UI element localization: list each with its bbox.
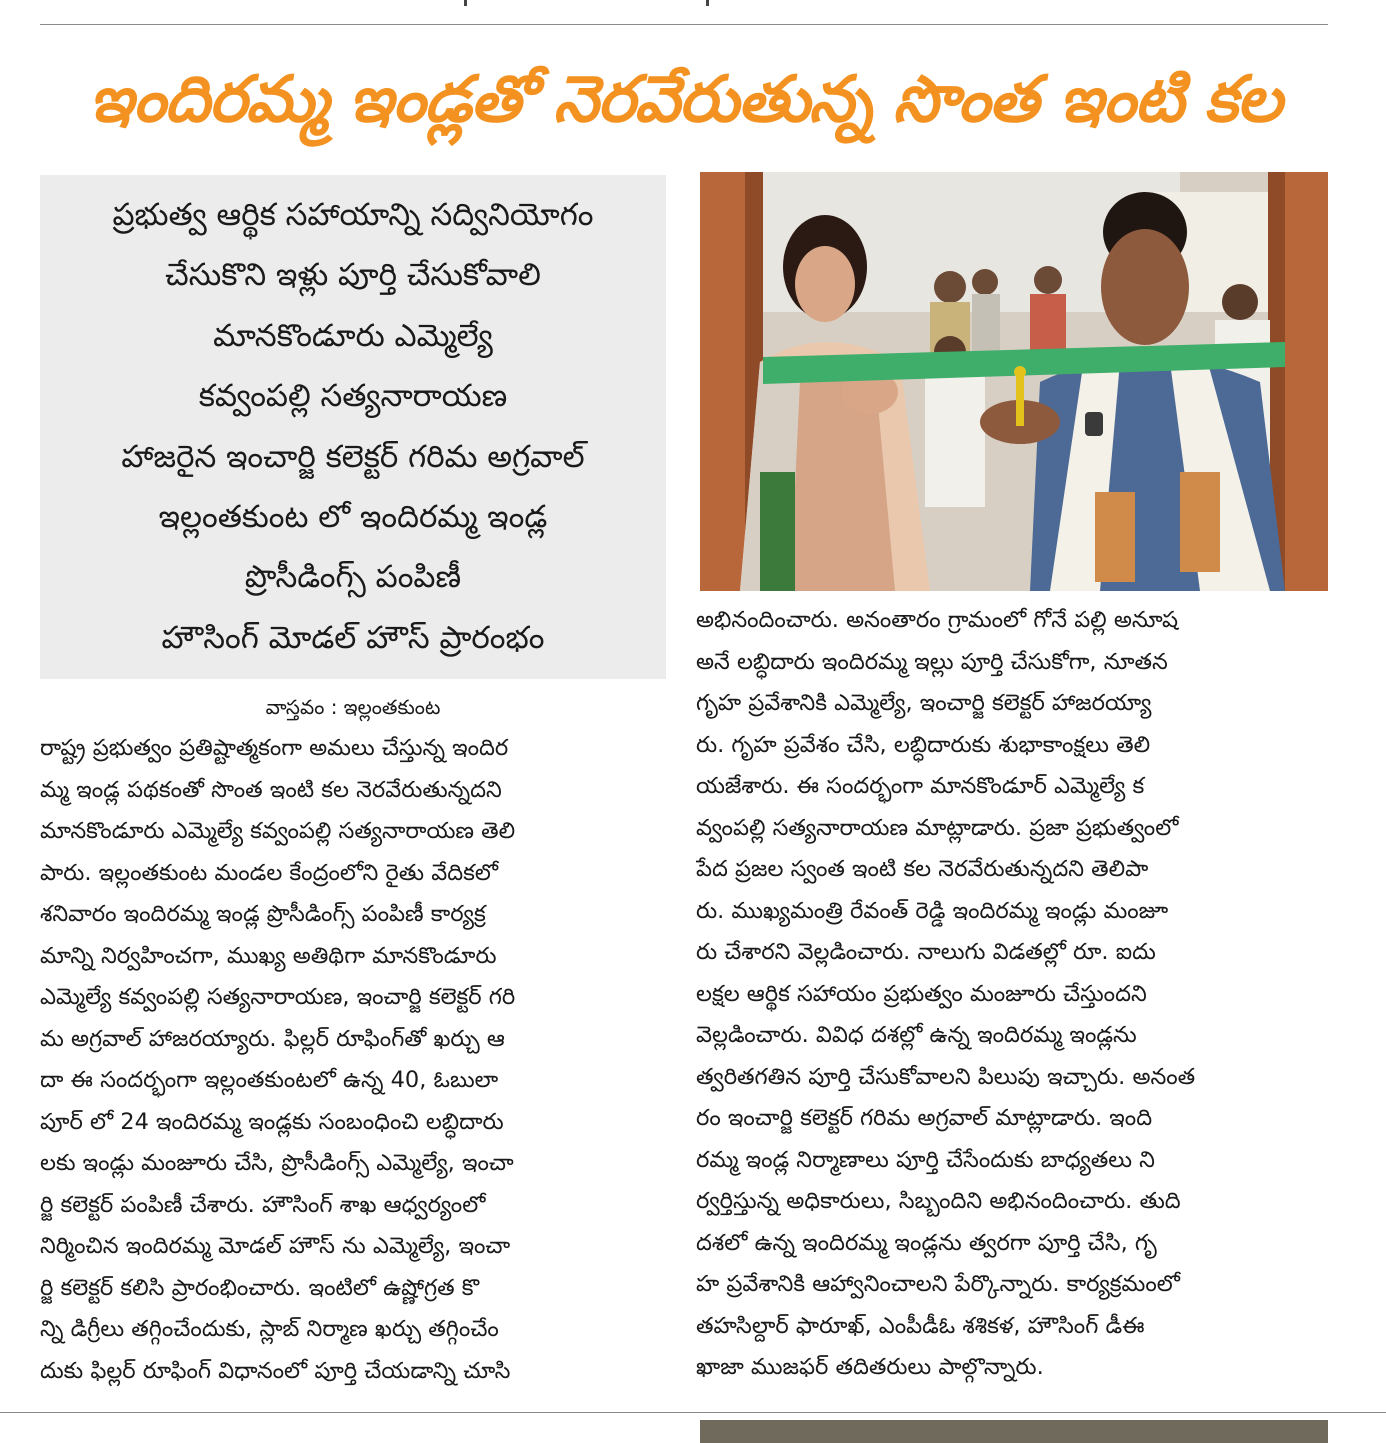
body-line: మాన్ని నిర్వహించగా, ముఖ్య అతిథిగా మానకొండూరు: [40, 942, 497, 969]
body-line: పూర్ లో 24 ఇందిరమ్మ ఇండ్లకు సంబంధించి లబ్ధిదారు: [40, 1108, 504, 1135]
top-divider: [40, 24, 1328, 25]
body-line: యజేశారు. ఈ సందర్భంగా మానకొండూర్ ఎమ్మెల్యే క: [696, 773, 1145, 799]
body-line: పారు. ఇల్లంతకుంట మండల కేంద్రంలోని రైతు వేదికలో: [40, 859, 498, 886]
body-line: లక్షల ఆర్థిక సహాయం ప్రభుత్వం మంజూరు చేస్తుందని: [696, 980, 1147, 1007]
body-line: రం ఇంచార్జి కలెక్టర్ గరిమ అగ్రవాల్ మాట్లాడారు. ఇంది: [696, 1105, 1153, 1131]
subheadline-line: హాజరైన ఇంచార్జి కలెక్టర్ గరిమ అగ్రవాల్: [121, 438, 585, 475]
body-line: ఖాజా ముజఫర్ తదితరులు పాల్గొన్నారు.: [696, 1354, 1044, 1380]
body-line: ర్జి కలెక్టర్ కలిసి ప్రారంభించారు. ఇంటిలో ఉష్ణోగ్రత కొ: [40, 1274, 480, 1301]
next-article-text-remnant: [40, 1432, 600, 1443]
body-line: రు. గృహ ప్రవేశం చేసి, లబ్ధిదారుకు శుభాకాంక్షలు తెలి: [696, 731, 1151, 758]
door-frame-left: [700, 172, 745, 591]
subheadline-box: [40, 175, 666, 679]
body-line: రాష్ట్ర ప్రభుత్వం ప్రతిష్టాత్మకంగా అమలు చేస్తున్న ఇందిర: [40, 735, 509, 761]
body-line: మ అగ్రవాల్ హాజరయ్యారు. ఫిల్లర్ రూఫింగ్‌తో ఖర్చు ఆ: [40, 1025, 505, 1052]
body-line: మానకొండూరు ఎమ్మెల్యే కవ్వంపల్లి సత్యనారాయణ తెలి: [40, 818, 516, 844]
body-line: తహసిల్దార్ ఫారూఖ్, ఎంపీడీఓ శశికళ, హౌసింగ్ డీఈ: [696, 1312, 1145, 1339]
body-column-right: [696, 600, 1328, 1389]
subheadline-line: ప్రభుత్వ ఆర్థిక సహాయాన్ని సద్వినియోగం: [112, 197, 594, 233]
body-line: హ ప్రవేశానికి ఆహ్వానించాలని పేర్కొన్నారు. కార్యక్రమంలో: [696, 1271, 1180, 1297]
body-line: దా ఈ సందర్భంగా ఇల్లంతకుంటలో ఉన్న 40, ఓబులా: [40, 1067, 499, 1093]
body-line: దుకు ఫిల్లర్ రూఫింగ్ విధానంలో పూర్తి చేయడాన్ని చూసి: [40, 1357, 511, 1384]
previous-article-remnant: [0, 0, 1386, 6]
body-line: ఎమ్మెల్యే కవ్వంపల్లి సత్యనారాయణ, ఇంచార్జి కలెక్టర్ గరి: [40, 984, 516, 1010]
body-line: త్వరితగతిన పూర్తి చేసుకోవాలని పిలుపు ఇచ్చారు. అనంత: [696, 1063, 1196, 1090]
article-headline: ఇందిరమ్మ ఇండ్లతో నెరవేరుతున్న సొంత ఇంటి కల: [89, 63, 1281, 137]
bottom-divider: [0, 1412, 1386, 1413]
body-line: పేద ప్రజల స్వంత ఇంటి కల నెరవేరుతున్నదని తెలిపా: [696, 856, 1149, 882]
body-line: అనే లబ్ధిదారు ఇందిరమ్మ ఇల్లు పూర్తి చేసుకోగా, నూతన: [696, 648, 1168, 675]
body-line: గృహ ప్రవేశానికి ఎమ్మెల్యే, ఇంచార్జి కలెక్టర్ హాజరయ్యా: [696, 690, 1152, 716]
news-photo: [700, 172, 1328, 591]
door-frame-right: [1285, 172, 1328, 591]
next-article-photo-remnant: [700, 1420, 1328, 1443]
subheadline-line: కవ్వంపల్లి సత్యనారాయణ: [198, 378, 508, 415]
body-line: వెల్లడించారు. వివిధ దశల్లో ఉన్న ఇందిరమ్మ ఇండ్లను: [696, 1022, 1137, 1048]
body-line: రు చేశారని వెల్లడించారు. నాలుగు విడతల్లో రూ. ఐదు: [696, 939, 1156, 965]
body-column-left: [40, 728, 666, 1392]
body-line: లకు ఇండ్లు మంజూరు చేసి, ప్రొసీడింగ్స్ ఎమ్మెల్యే, ఇంచా: [40, 1150, 514, 1176]
body-line: దశలో ఉన్న ఇందిరమ్మ ఇండ్లను త్వరగా పూర్తి చేసి, గృ: [696, 1229, 1157, 1256]
body-line: ర్వర్తిస్తున్న అధికారులు, సిబ్బందిని అభినందించారు. తుది: [696, 1188, 1181, 1214]
body-line: ర్జి కలెక్టర్ పంపిణీ చేశారు. హౌసింగ్ శాఖ ఆధ్వర్యంలో: [40, 1191, 486, 1218]
body-line: శనివారం ఇందిరమ్మ ఇండ్ల ప్రొసీడింగ్స్ పంపిణీ కార్యక్ర: [40, 901, 486, 927]
body-line: రు. ముఖ్యమంత్రి రేవంత్ రెడ్డి ఇందిరమ్మ ఇండ్లు మంజూ: [696, 897, 1169, 924]
dateline: వాస్తవం : ఇల్లంతకుంట: [265, 695, 441, 719]
body-line: నిర్మించిన ఇందిరమ్మ మోడల్ హౌస్ ను ఎమ్మెల్యే, ఇంచా: [40, 1233, 511, 1259]
subheadline-line: ప్రొసీడింగ్స్ పంపిణీ: [244, 559, 462, 596]
body-line: మ్మ ఇండ్ల పథకంతో సొంత ఇంటి కల నెరవేరుతున్నదని: [40, 776, 502, 803]
body-line: వ్వంపల్లి సత్యనారాయణ మాట్లాడారు. ప్రజా ప్రభుత్వంలో: [696, 814, 1179, 841]
plant-leaves: [760, 472, 795, 591]
subheadline-line: చేసుకొని ఇళ్లు పూర్తి చేసుకోవాలి: [165, 257, 541, 294]
subheadline-line: ఇల్లంతకుంట లో ఇందిరమ్మ ఇండ్ల: [158, 499, 548, 536]
subheadline-line: హౌసింగ్ మోడల్ హౌస్ ప్రారంభం: [161, 619, 545, 656]
subheadline-line: మానకొండూరు ఎమ్మెల్యే: [213, 317, 493, 354]
body-line: అభినందించారు. అనంతారం గ్రామంలో గోనే పల్లి అనూష: [696, 607, 1179, 633]
body-line: రమ్మ ఇండ్ల నిర్మాణాలు పూర్తి చేసేందుకు బాధ్యతలు ని: [696, 1146, 1155, 1173]
body-line: న్ని డిగ్రీలు తగ్గించేందుకు, స్లాబ్ నిర్మాణ ఖర్చు తగ్గించేం: [40, 1316, 499, 1342]
